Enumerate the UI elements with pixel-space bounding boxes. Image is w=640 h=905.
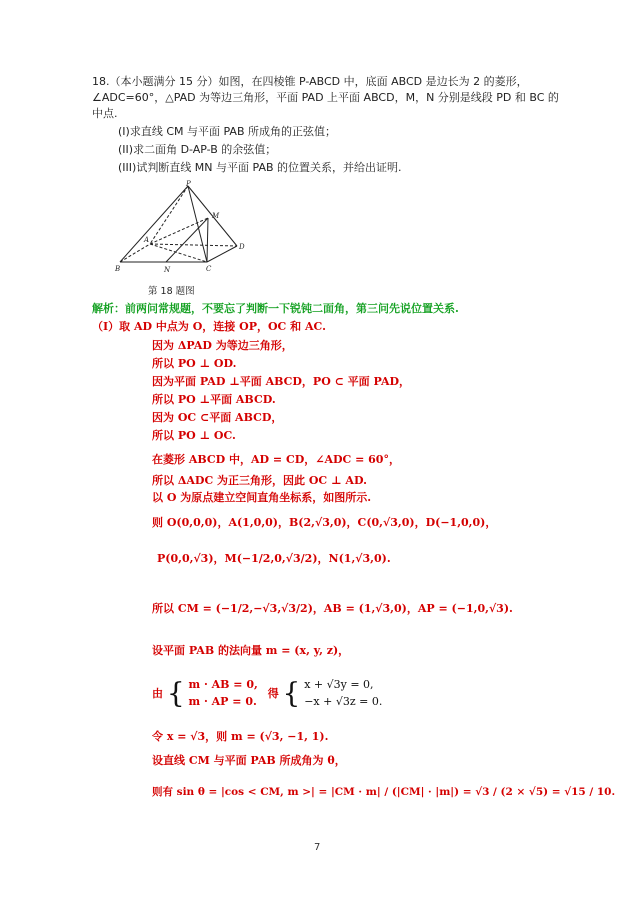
solution-step-5: 所以 PO ⊥平面 ABCD. [152, 393, 276, 406]
problem-line-1: 18.（本小题满分 15 分）如图，在四棱锥 P-ABCD 中，底面 ABCD 是边长为 2 的菱形， [92, 75, 528, 88]
label-M: M [212, 212, 220, 220]
label-P: P [186, 180, 191, 188]
system-left [189, 676, 258, 710]
let-line: 令 x = √3，则 m = (√3, −1, 1). [152, 730, 329, 743]
left-brace-1: { [166, 676, 185, 710]
analysis-line [92, 300, 459, 316]
edge-CD [207, 246, 237, 262]
equation-system [152, 676, 382, 720]
label-C: C [206, 265, 212, 273]
system-eq-2: m · AP = 0. [188, 695, 257, 708]
problem-line-3: 中点. [92, 107, 118, 120]
solution-step-8: 在菱形 ABCD 中，AD = CD，∠ADC = 60°， [152, 453, 400, 466]
segment-MC [207, 218, 208, 262]
system-res-1: x + √3y = 0, [304, 678, 374, 691]
system-res-2: −x + √3z = 0. [304, 695, 383, 708]
solution-step-2: 因为 ΔPAD 为等边三角形， [152, 339, 293, 352]
vectors-line: 所以 CM = (−1/2,−√3,√3/2)，AB = (1,√3,0)，AP = (−1,0,√3). [152, 602, 513, 615]
solution-step-4: 因为平面 PAD ⊥平面 ABCD，PO ⊂ 平面 PAD， [152, 375, 411, 388]
label-A: A [144, 236, 150, 244]
edge-BA [120, 244, 150, 262]
solution-step-1: （Ⅰ）取 AD 中点为 O，连接 OP，OC 和 AC. [92, 320, 326, 333]
angle-line: 设直线 CM 与平面 PAB 所成角为 θ， [152, 754, 346, 767]
edge-AD [150, 244, 237, 246]
result-line: 则有 sin θ = |cos < CM, m >| = |CM · m| / (|CM| · |m|) = √3 / (2 × √5) = √15 / 10. [152, 786, 616, 798]
figure-caption: 第 18 题图 [148, 286, 195, 297]
problem-part-1: (I)求直线 CM 与平面 PAB 所成角的正弦值； [118, 125, 336, 138]
problem-part-3: (III)试判断直线 MN 与平面 PAB 的位置关系，并给出证明. [118, 161, 402, 174]
analysis-prefix: 解析： [92, 302, 125, 315]
normal-vector-line: 设平面 PAB 的法向量 m = (x, y, z)， [152, 644, 350, 657]
coordinates-line-1: 则 O(0,0,0)，A(1,0,0)，B(2,√3,0)，C(0,√3,0)，D(−1,0,0)， [152, 516, 497, 529]
left-brace-2: { [282, 676, 301, 710]
edge-PB [120, 186, 188, 262]
solution-step-7: 所以 PO ⊥ OC. [152, 429, 236, 442]
segment-AC [150, 244, 207, 262]
system-eq-1: m · AB = 0, [188, 678, 258, 691]
label-B: B [115, 265, 121, 273]
label-D: D [239, 243, 245, 251]
system-mid: 得 [267, 687, 279, 700]
page-number: 7 [314, 842, 321, 853]
problem-part-2: (II)求二面角 D-AP-B 的余弦值； [118, 143, 277, 156]
solution-step-9: 所以 ΔADC 为正三角形，因此 OC ⊥ AD. [152, 474, 367, 487]
problem-line-2: ∠ADC=60°，△PAD 为等边三角形，平面 PAD 上平面 ABCD，M，N 分别是线段 PD 和 BC 的 [92, 91, 559, 104]
system-right [304, 676, 382, 710]
pyramid-figure [112, 180, 252, 284]
solution-step-6: 因为 OC ⊂平面 ABCD， [152, 411, 283, 424]
analysis-text: 前两问常规题，不要忘了判断一下锐钝二面角，第三问先说位置关系. [125, 302, 459, 315]
coordinates-line-2: P(0,0,√3)，M(−1/2,0,√3/2)，N(1,√3,0). [157, 552, 391, 565]
solution-step-3: 所以 PO ⊥ OD. [152, 357, 237, 370]
system-prefix: 由 [152, 687, 163, 700]
label-N: N [164, 266, 171, 274]
solution-step-10: 以 O 为原点建立空间直角坐标系，如图所示. [152, 491, 372, 504]
